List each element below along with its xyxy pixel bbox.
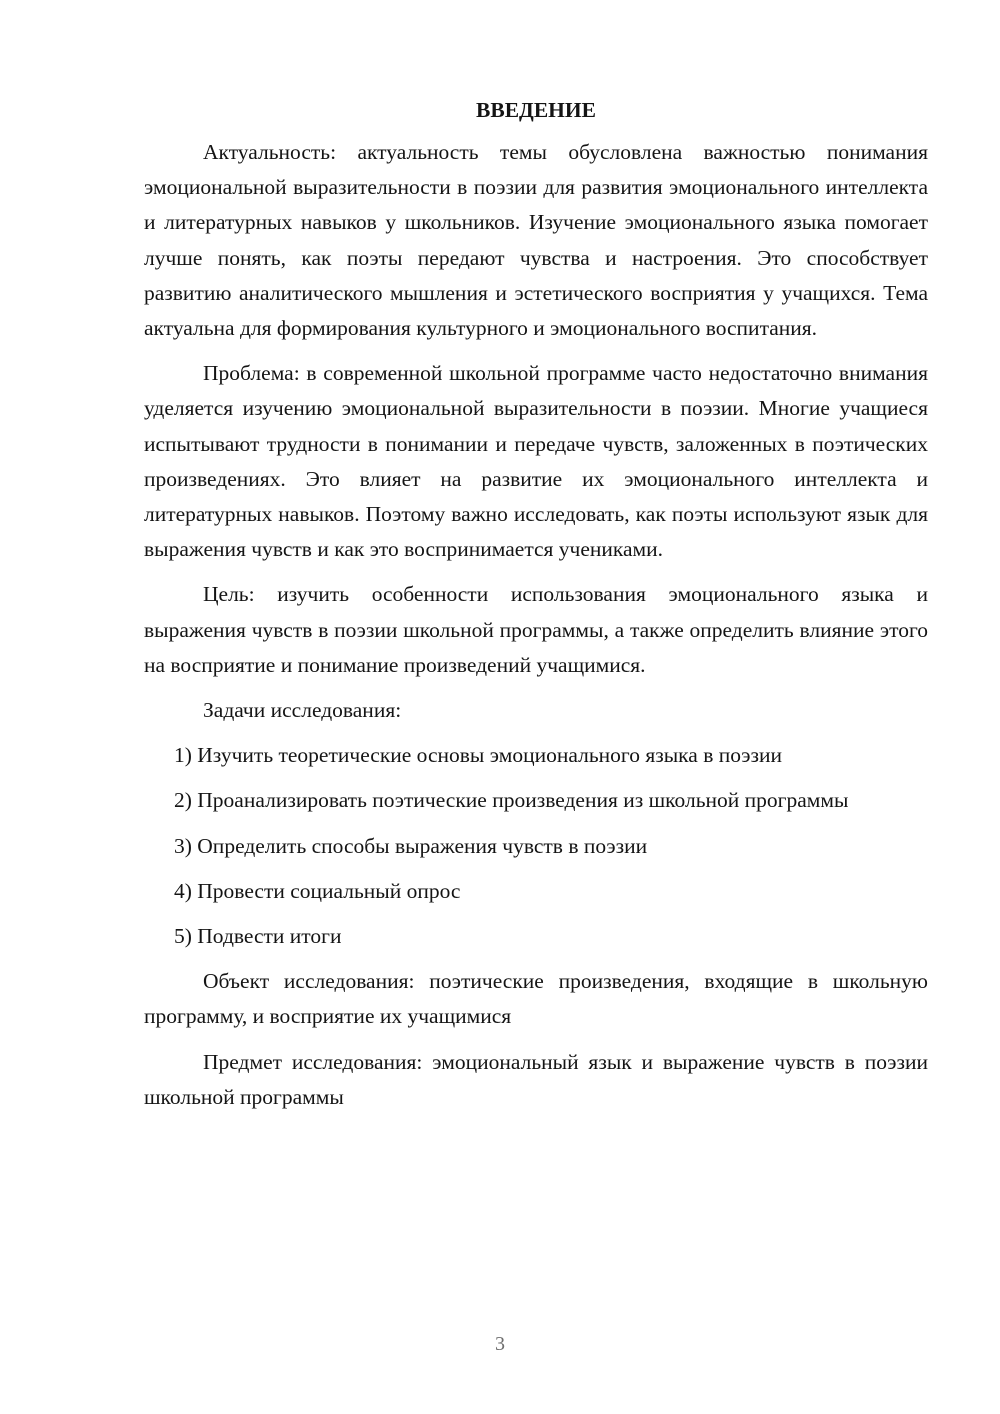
page-title: ВВЕДЕНИЕ bbox=[476, 98, 596, 122]
problem-paragraph: Проблема: в современной школьной программе часто недостаточно внимания уделяется изучению эмоциональной выразительности в поэзии. Многие учащиеся испытывают трудности в понимании и передаче чувств, заложенных в поэтических произведениях. Это влияет на развитие их эмоционального интеллекта и литературных навыков. Поэтому важно исследовать, как поэты используют язык для выражения чувств и как это воспринимается учениками. bbox=[144, 361, 928, 562]
task-item: 1) Изучить теоретические основы эмоционального языка в поэзии bbox=[174, 743, 782, 768]
task-item: 3) Определить способы выражения чувств в поэзии bbox=[174, 833, 648, 858]
page-number: 3 bbox=[495, 1333, 505, 1355]
task-item: 2) Проанализировать поэтические произведения из школьной программы bbox=[174, 788, 849, 813]
subject-paragraph: Предмет исследования: эмоциональный язык и выражение чувств в поэзии школьной программы bbox=[144, 1049, 928, 1109]
object-paragraph: Объект исследования: поэтические произведения, входящие в школьную программу, и восприятие их учащимися bbox=[144, 969, 928, 1029]
tasks-list bbox=[144, 738, 928, 954]
goal-paragraph: Цель: изучить особенности использования эмоционального языка и выражения чувств в поэзии школьной программы, а также определить влияние этого на восприятие и понимание произведений учащимися. bbox=[144, 582, 928, 677]
tasks-heading: Задачи исследования: bbox=[203, 698, 402, 723]
relevance-paragraph: Актуальность: актуальность темы обусловлена важностью понимания эмоциональной выразительности в поэзии для развития эмоционального интеллекта и литературных навыков у школьников. Изучение эмоционального языка помогает лучше понять, как поэты передают чувства и настроения. Это способствует развитию аналитического мышления и эстетического восприятия у учащихся. Тема актуальна для формирования культурного и эмоционального воспитания. bbox=[144, 140, 928, 341]
page-content bbox=[144, 93, 928, 1125]
task-item: 5) Подвести итоги bbox=[174, 924, 342, 949]
task-item: 4) Провести социальный опрос bbox=[174, 878, 461, 903]
